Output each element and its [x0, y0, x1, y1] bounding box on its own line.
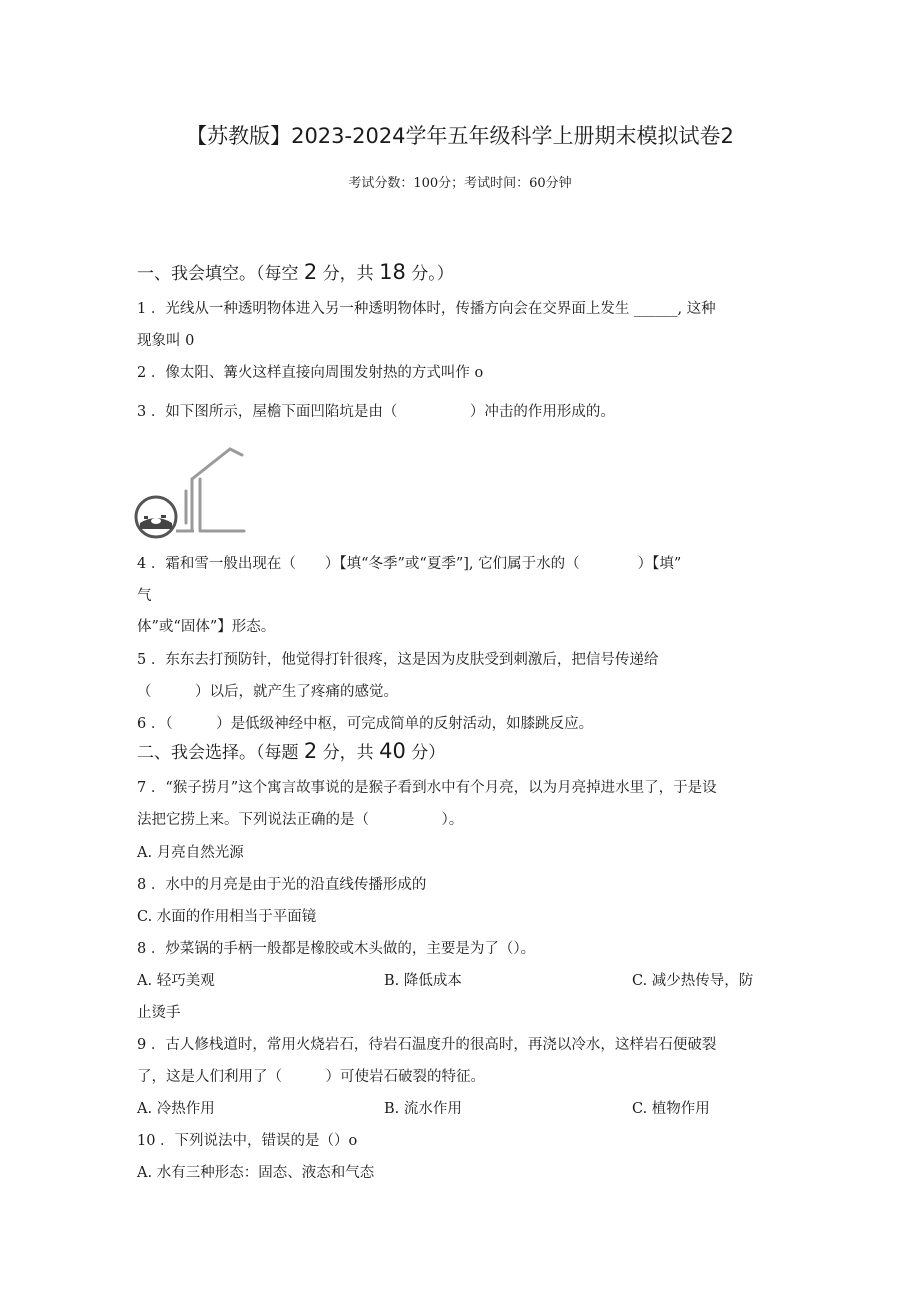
question-4-line-1: 4 ．霜和雪一般出现在（ ）【填“冬季”或“夏季”], 它们属于水的（ ）【填”	[137, 556, 682, 572]
question-5-line-2: （ ）以后，就产生了疼痛的感觉。	[137, 684, 398, 700]
section-1-total: 18	[379, 260, 406, 284]
section-2-prefix: 二、我会选择。（每题	[137, 743, 299, 763]
question-2: 2 ．像太阳、篝火这样直接向周围发射热的方式叫作 o	[137, 365, 484, 381]
question-7-line-2: 法把它捞上来。下列说法正确的是（ ）。	[137, 812, 464, 828]
question-1-line-1: 1 ．光线从一种透明物体进入另一种透明物体时，传播方向会在交界面上发生 ______, 这种	[137, 301, 716, 317]
eave-drip-figure	[134, 443, 246, 543]
question-10-option-a: A. 水有三种形态：固态、液态和气态	[137, 1165, 375, 1181]
question-7-option-a: A. 月亮自然光源	[137, 845, 244, 861]
question-9-line-2: 了，这是人们利用了（ ）可使岩石破裂的特征。	[137, 1069, 485, 1085]
exam-title: 【苏教版】2023-2024学年五年级科学上册期末模拟试卷2	[186, 124, 734, 148]
question-4-line-2: 气	[137, 588, 152, 604]
question-9-option-c: C. 植物作用	[632, 1101, 710, 1117]
question-3: 3 ．如下图所示，屋檐下面凹陷坑是由（ ）冲击的作用形成的。	[137, 404, 615, 420]
section-1-prefix: 一、我会填空。（每空	[137, 264, 299, 284]
question-8-option-b: B. 降低成本	[384, 973, 462, 989]
question-7-line-1: 7 ．“猴子捞月”这个寓言故事说的是猴子看到水中有个月亮，以为月亮掉进水里了，于是设	[137, 780, 717, 796]
question-7-option-c: C. 水面的作用相当于平面镜	[137, 909, 317, 925]
section-2-total: 40	[379, 739, 406, 763]
question-5-line-1: 5 ．东东去打预防针，他觉得打针很疼，这是因为皮肤受到刺激后，把信号传递给	[137, 652, 659, 668]
section-1-mid: 分，共	[322, 264, 374, 284]
question-7-option-b: 8 ．水中的月亮是由于光的沿直线传播形成的	[137, 877, 427, 893]
question-8-option-a: A. 轻巧美观	[137, 973, 215, 989]
question-9-line-1: 9 ．古人修栈道时，常用火烧岩石，待岩石温度升的很高时，再浇以冷水，这样岩石便破裂	[137, 1037, 717, 1053]
exam-subtitle: 考试分数：100分；考试时间：60分钟	[348, 176, 572, 191]
question-8-option-c-continued: 止烫手	[137, 1005, 181, 1021]
question-9-option-b: B. 流水作用	[384, 1101, 462, 1117]
question-8-line-1: 8 ．炒菜锅的手柄一般都是橡胶或木头做的，主要是为了（）。	[137, 941, 536, 957]
section-1-score: 2	[303, 260, 318, 284]
question-8-option-c: C. 减少热传导，防	[632, 973, 754, 989]
question-6: 6 ．（ ）是低级神经中枢，可完成简单的反射活动，如膝跳反应。	[137, 716, 594, 732]
section-2-score: 2	[303, 739, 318, 763]
section-1-suffix: 分。）	[411, 264, 454, 284]
section-2-mid: 分，共	[322, 743, 374, 763]
section-1-heading	[137, 259, 454, 284]
question-9-option-a: A. 冷热作用	[137, 1101, 215, 1117]
section-2-heading	[137, 738, 445, 763]
section-2-suffix: 分）	[411, 743, 446, 763]
question-10-line-1: 10 ．下列说法中，错误的是（）o	[137, 1133, 358, 1149]
question-4-line-3: 体”或“固体”】形态。	[137, 619, 276, 635]
question-1-line-2: 现象叫 0	[137, 333, 195, 349]
